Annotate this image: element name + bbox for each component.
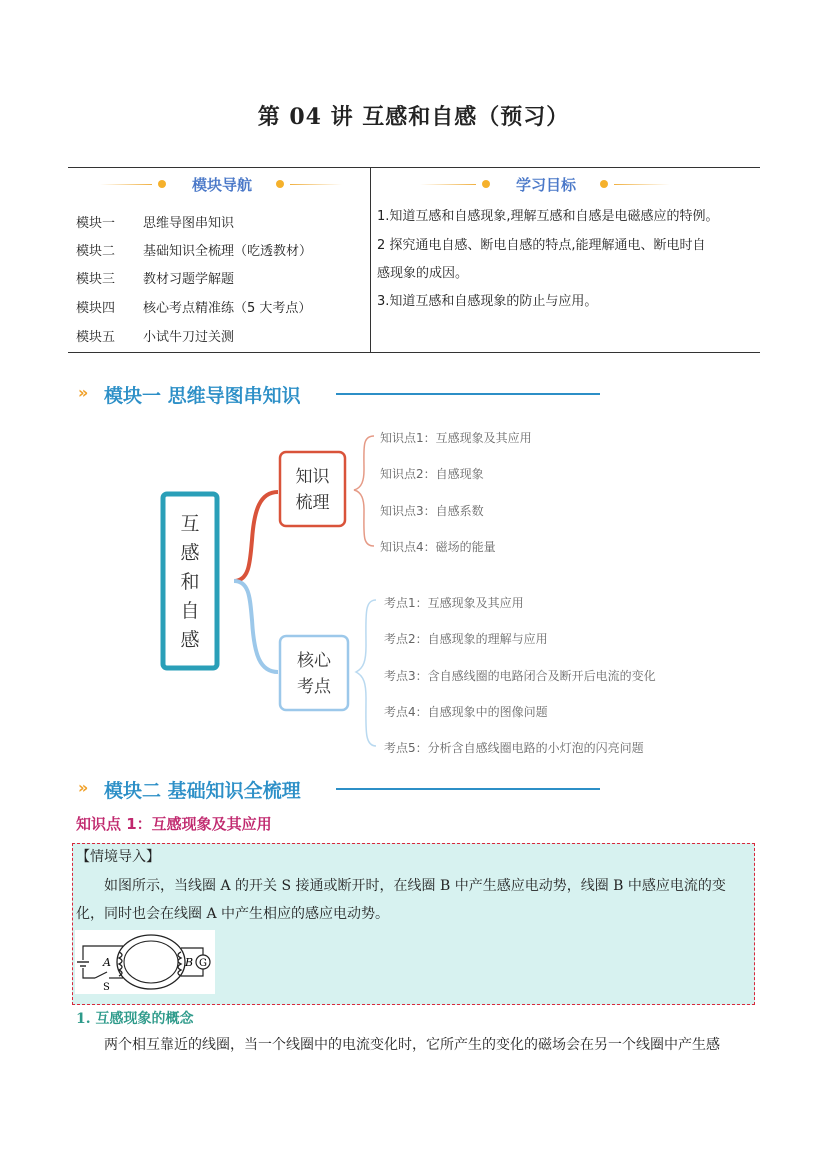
goals-dot-right bbox=[600, 180, 608, 188]
nav-item-text: 教材习题学解题 bbox=[143, 272, 235, 287]
goal-line-3: 感现象的成因。 bbox=[377, 266, 469, 281]
goals-heading: 学习目标 bbox=[515, 176, 576, 194]
nav-item-num: 模块一 bbox=[76, 216, 116, 231]
nav-item-num: 模块三 bbox=[76, 272, 116, 287]
exam-item-3: 考点3：含自感线圈的电路闭合及断开后电流的变化 bbox=[384, 669, 656, 683]
branch1-connector bbox=[234, 492, 278, 581]
mind-map-root-label bbox=[163, 510, 217, 655]
nav-item-3[interactable] bbox=[76, 268, 234, 287]
goal-line-2: 2 探究通电自感、断电自感的特点,能理解通电、断电时自 bbox=[377, 238, 706, 253]
figure-label-s: S bbox=[103, 982, 110, 993]
goal-line-4: 3.知道互感和自感现象的防止与应用。 bbox=[377, 294, 598, 309]
exam-item-4: 考点4：自感现象中的图像问题 bbox=[384, 705, 548, 719]
table-divider bbox=[370, 167, 371, 353]
section-title: 1. 互感现象的概念 bbox=[76, 1011, 194, 1027]
knowledge-brace bbox=[354, 436, 374, 546]
nav-item-5[interactable] bbox=[76, 326, 234, 345]
root-char: 和 bbox=[180, 571, 200, 593]
figure-label-b: B bbox=[185, 956, 194, 969]
exam-item-1: 考点1：互感现象及其应用 bbox=[384, 596, 524, 610]
branch2-label bbox=[280, 648, 348, 700]
goal-line-1: 1.知道互感和自感现象,理解互感和自感是电磁感应的特例。 bbox=[377, 209, 719, 224]
exam-brace bbox=[356, 600, 376, 746]
knowledge-item-4: 知识点4：磁场的能量 bbox=[380, 540, 496, 554]
branch1-line: 梳理 bbox=[295, 493, 330, 513]
module2-title: 模块二 基础知识全梳理 bbox=[104, 780, 301, 802]
branch2-line: 核心 bbox=[297, 651, 331, 671]
nav-deco-right bbox=[290, 184, 342, 185]
nav-item-num: 模块五 bbox=[76, 330, 116, 345]
figure-label-a: A bbox=[103, 956, 111, 969]
branch2-line: 考点 bbox=[297, 677, 331, 697]
branch2-connector bbox=[234, 581, 278, 672]
knowledge-item-2: 知识点2：自感现象 bbox=[380, 467, 484, 481]
goals-deco-right bbox=[614, 184, 670, 185]
nav-item-num: 模块二 bbox=[76, 244, 116, 259]
module1-rule bbox=[336, 393, 600, 395]
section-text: 两个相互靠近的线圈，当一个线圈中的电流变化时，它所产生的变化的磁场会在另一个线圈中产生感 bbox=[104, 1037, 720, 1053]
root-char: 互 bbox=[180, 513, 200, 535]
nav-item-4[interactable] bbox=[76, 297, 311, 316]
module2-rule bbox=[336, 788, 600, 790]
module1-title: 模块一 思维导图串知识 bbox=[104, 385, 301, 407]
module1-chevron-icon: » bbox=[78, 383, 89, 402]
exam-item-5: 考点5：分析含自感线圈电路的小灯泡的闪亮问题 bbox=[384, 741, 644, 755]
knowledge-point-title: 知识点 1：互感现象及其应用 bbox=[76, 815, 272, 833]
goals-dot-left bbox=[482, 180, 490, 188]
module2-chevron-icon: » bbox=[78, 778, 89, 797]
root-char: 感 bbox=[180, 542, 200, 564]
nav-heading: 模块导航 bbox=[191, 176, 252, 194]
nav-dot-right bbox=[276, 180, 284, 188]
nav-item-text: 基础知识全梳理（吃透教材） bbox=[143, 244, 313, 259]
situation-text: 如图所示，当线圈 A 的开关 S 接通或断开时，在线圈 B 中产生感应电动势，线圈 B 中感应电流的变化，同时也会在线圈 A 中产生相应的感应电动势。 bbox=[76, 878, 726, 922]
nav-item-num: 模块四 bbox=[76, 301, 116, 316]
branch1-line: 知识 bbox=[295, 467, 330, 487]
nav-item-1[interactable] bbox=[76, 212, 234, 231]
root-char: 自 bbox=[180, 600, 200, 622]
goals-deco-left bbox=[420, 184, 476, 185]
page-title: 第 04 讲 互感和自感（预习） bbox=[257, 104, 570, 130]
exam-item-2: 考点2：自感现象的理解与应用 bbox=[384, 632, 548, 646]
table-bottom-border bbox=[68, 352, 760, 353]
nav-item-text: 思维导图串知识 bbox=[143, 216, 235, 231]
coil-figure bbox=[75, 930, 215, 994]
nav-deco-left bbox=[100, 184, 152, 185]
nav-item-text: 小试牛刀过关测 bbox=[143, 330, 235, 345]
table-top-border bbox=[68, 167, 760, 168]
nav-item-2[interactable] bbox=[76, 240, 312, 259]
figure-label-g: G bbox=[199, 958, 207, 969]
switch-icon bbox=[95, 972, 107, 978]
knowledge-item-1: 知识点1：互感现象及其应用 bbox=[380, 431, 532, 445]
situation-label: 【情境导入】 bbox=[76, 849, 160, 865]
branch1-label bbox=[280, 464, 345, 516]
nav-dot-left bbox=[158, 180, 166, 188]
knowledge-item-3: 知识点3：自感系数 bbox=[380, 504, 484, 518]
root-char: 感 bbox=[180, 629, 200, 651]
coil-b-icon bbox=[178, 952, 181, 976]
nav-item-text: 核心考点精准练（5 大考点） bbox=[143, 301, 312, 316]
